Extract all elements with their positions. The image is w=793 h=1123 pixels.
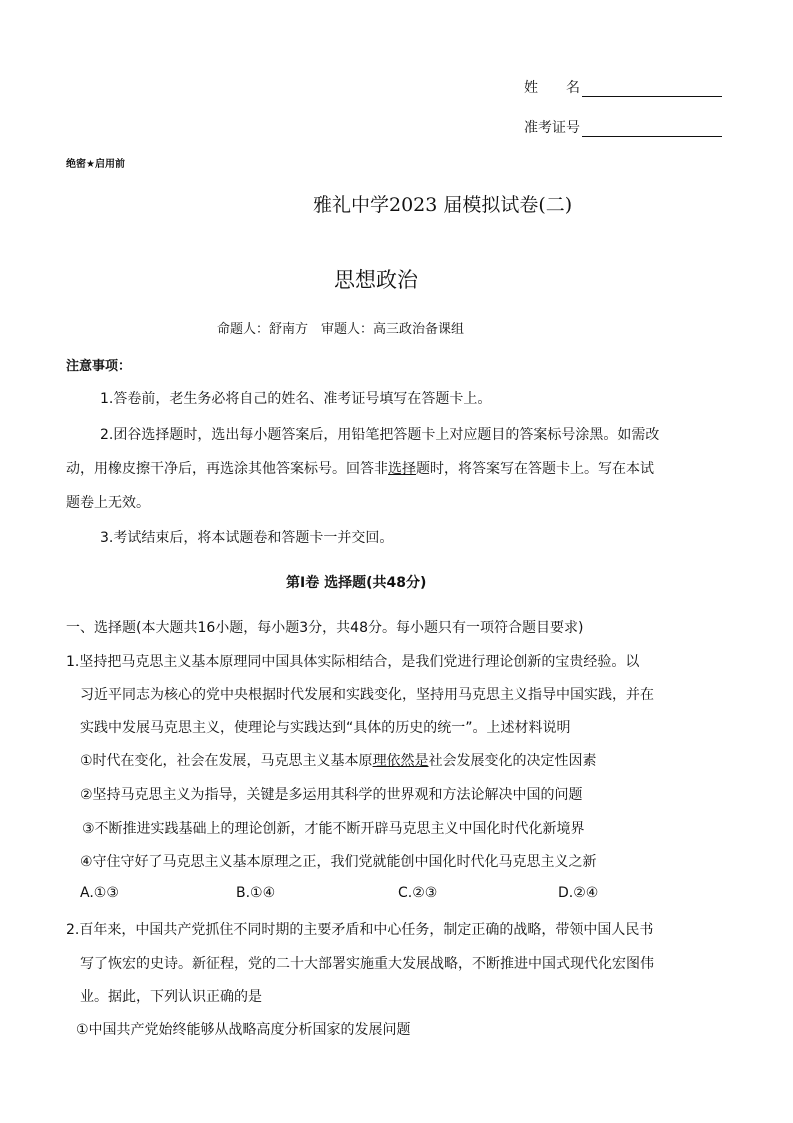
notice-item-3: 3.考试结束后，将本试题卷和答题卡一并交回。 <box>100 530 394 546</box>
notice-item-2-line-1: 2.团谷选择题时，选出每小题答案后，用铅笔把答题卡上对应题目的答案标号涂黑。如需改 <box>100 427 660 443</box>
name-label: 姓 名 <box>524 80 580 96</box>
exam-id-field <box>524 117 722 137</box>
q1-choice-b: B.①④ <box>236 885 276 901</box>
q1-choice-c: C.②③ <box>398 885 438 901</box>
notice-item-2-line-2 <box>66 458 654 478</box>
exam-id-blank <box>582 122 722 137</box>
notice-text: 题时，将答案写在答题卡上。写在本试 <box>416 461 654 477</box>
authors-line: 命题人：舒南方 审题人：高三政治备课组 <box>217 322 465 337</box>
q1-stem-line-3: 实践中发展马克思主义，使理论与实践达到“具体的历史的统一”。上述材料说明 <box>80 720 571 736</box>
section-title: 第Ⅰ卷 选择题(共48分) <box>286 575 427 591</box>
name-blank <box>582 82 722 97</box>
option-underlined-text: 理依然是 <box>372 753 429 769</box>
notice-heading: 注意事项： <box>66 359 132 374</box>
q1-choice-a: A.①③ <box>80 885 119 901</box>
option-text: 社会发展变化的决定性因素 <box>428 753 597 769</box>
q1-option-4: ④守住守好了马克思主义基本原理之正，我们党就能创中国化时代化马克思主义之新 <box>80 854 597 870</box>
notice-underlined-text: 选择 <box>388 461 416 477</box>
q1-stem-line-2: 习近平同志为核心的党中央根据时代发展和实践变化，坚持用马克思主义指导中国实践，并在 <box>80 687 654 703</box>
notice-item-1: 1.答卷前，老生务必将自己的姓名、准考证号填写在答题卡上。 <box>100 391 492 407</box>
subject-title: 思想政治 <box>334 268 418 292</box>
notice-item-2-line-3: 题卷上无效。 <box>66 495 150 511</box>
secret-label: 绝密★启用前 <box>66 159 125 170</box>
q2-option-1: ①中国共产党始终能够从战略高度分析国家的发展问题 <box>76 1022 411 1038</box>
option-text: ①时代在变化，社会在发展，马克思主义基本原 <box>80 753 373 769</box>
q2-stem-line-3: 业。据此，下列认识正确的是 <box>80 989 262 1005</box>
q1-option-2: ②坚持马克思主义为指导，关键是多运用其科学的世界观和方法论解决中国的问题 <box>80 787 583 803</box>
notice-text: 动，用橡皮擦干净后，再选涂其他答案标号。回答非 <box>66 461 388 477</box>
q1-option-3: ③不断推进实践基础上的理论创新，才能不断开辟马克思主义中国化时代化新境界 <box>82 821 585 837</box>
q2-stem-line-2: 写了恢宏的史诗。新征程，党的二十大部署实施重大发展战略，不断推进中国式现代化宏图伟 <box>80 956 654 972</box>
exam-title: 雅礼中学2023 届模拟试卷(二) <box>313 194 573 216</box>
q1-option-1 <box>80 750 597 770</box>
q2-stem-line-1: 2.百年来，中国共产党抓住不同时期的主要矛盾和中心任务，制定正确的战略，带领中国人民书 <box>66 922 654 938</box>
q1-choice-d: D.②④ <box>558 885 599 901</box>
q1-stem-line-1: 1.坚持把马克思主义基本原理同中国具体实际相结合，是我们党进行理论创新的宝贵经验。以 <box>66 654 640 670</box>
exam-id-label: 准考证号 <box>524 120 580 136</box>
name-field <box>524 77 722 97</box>
section-instruction: 一、选择题(本大题共16小题，每小题3分，共48分。每小题只有一项符合题目要求) <box>66 620 584 636</box>
